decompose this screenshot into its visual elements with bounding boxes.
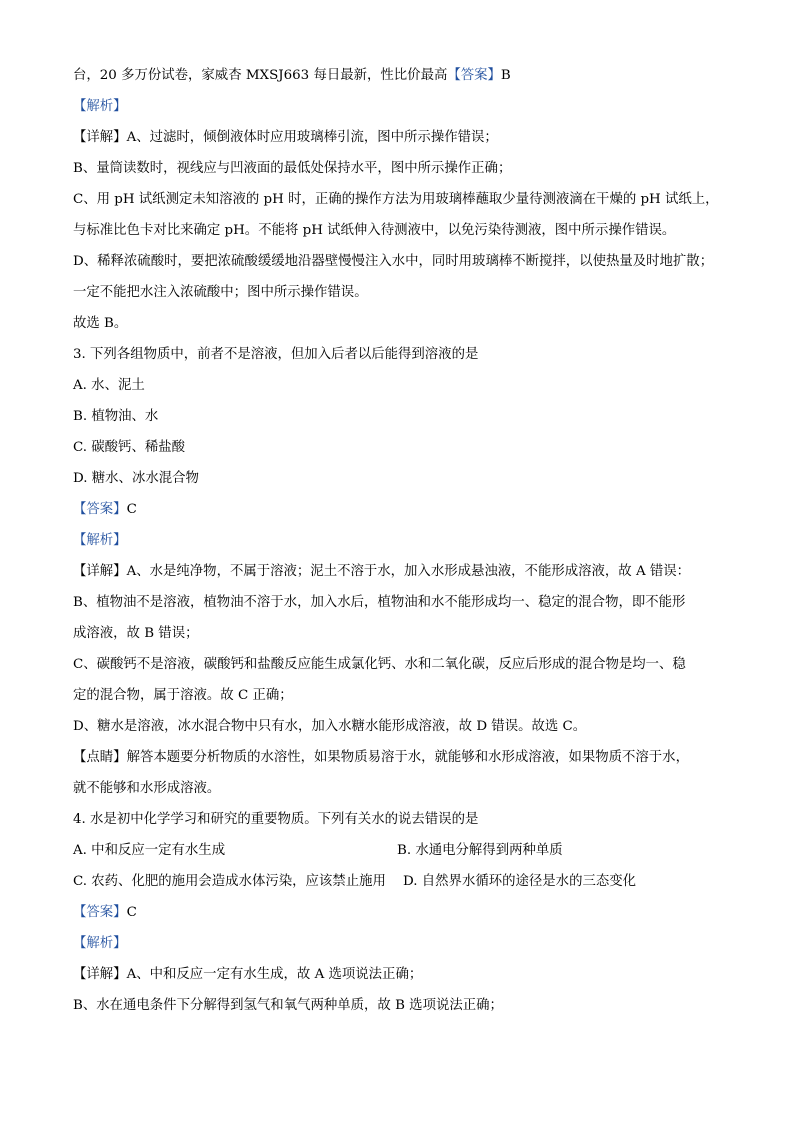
explanation-line: 一定不能把水注入浓硫酸中；图中所示操作错误。 — [73, 285, 368, 300]
explanation-line: 定的混合物，属于溶液。故 C 正确； — [73, 688, 293, 703]
question-4-option-a: A. 中和反应一定有水生成 — [73, 843, 226, 858]
explanation-line: 成溶液，故 B 错误； — [73, 626, 199, 641]
question-4-option-c: C. 农药、化肥的施用会造成水体污染，应该禁止施用 — [73, 874, 386, 889]
question-4-option-b: B. 水通电分解得到两种单质 — [397, 843, 563, 858]
header-line — [73, 67, 511, 85]
header-text: 台，20 多万份试卷，家威杏 MXSJ663 每日最新，性比价最高 — [73, 68, 448, 83]
analysis-heading — [73, 532, 127, 550]
answer-line — [73, 904, 137, 922]
explanation-line — [73, 966, 422, 984]
analysis-tag: 【解析】 — [73, 99, 127, 114]
detail-tag: 【详解】 — [73, 130, 127, 145]
detail-tag: 【详解】 — [73, 967, 127, 982]
explanation-line: D、稀释浓硫酸时，要把浓硫酸缓缓地沿器壁慢慢注入水中，同时用玻璃棒不断搅拌，以使热量及时地扩散； — [73, 254, 714, 269]
answer-tag: 【答案】 — [73, 502, 127, 517]
answer-tag: 【答案】 — [73, 905, 127, 920]
explanation-line: B、量筒读数时，视线应与凹液面的最低处保持水平，图中所示操作正确； — [73, 161, 512, 176]
question-4-option-d: D. 自然界水循环的途径是水的三态变化 — [403, 874, 637, 889]
analysis-tag: 【解析】 — [73, 533, 127, 548]
tip-line: 就不能够和水形成溶液。 — [73, 781, 221, 796]
detail-tag: 【详解】 — [73, 564, 127, 579]
analysis-tag: 【解析】 — [73, 936, 127, 951]
explanation-text: A、过滤时，倾倒液体时应用玻璃棒引流，图中所示操作错误； — [126, 130, 498, 145]
analysis-heading — [73, 98, 127, 116]
answer-value: C — [126, 905, 137, 920]
question-3-stem: 3. 下列各组物质中，前者不是溶液，但加入后者以后能得到溶液的是 — [73, 347, 479, 362]
question-3-option-b: B. 植物油、水 — [73, 409, 159, 424]
question-4-stem: 4. 水是初中化学学习和研究的重要物质。下列有关水的说去错误的是 — [73, 812, 479, 827]
answer-line — [73, 501, 137, 519]
explanation-line — [73, 563, 690, 581]
question-3-option-a: A. 水、泥土 — [73, 378, 145, 393]
answer-value: B — [500, 68, 511, 83]
explanation-line: C、碳酸钙不是溶液，碳酸钙和盐酸反应能生成氯化钙、水和二氧化碳，反应后形成的混合物是均一、稳 — [73, 657, 686, 672]
question-3-option-c: C. 碳酸钙、稀盐酸 — [73, 440, 186, 455]
answer-tag: 【答案】 — [447, 68, 501, 83]
tip-line — [73, 749, 689, 767]
tip-tag: 【点睛】 — [73, 750, 127, 765]
analysis-heading — [73, 935, 127, 953]
explanation-line: B、植物油不是溶液，植物油不溶于水，加入水后，植物油和水不能形成均一、稳定的混合物，即不能形 — [73, 595, 686, 610]
explanation-line: D、糖水是溶液，冰水混合物中只有水，加入水糖水能形成溶液，故 D 错误。故选 C。 — [73, 719, 587, 734]
answer-value: C — [126, 502, 137, 517]
tip-text: 解答本题要分析物质的水溶性，如果物质易溶于水，就能够和水形成溶液，如果物质不溶于水， — [126, 750, 689, 765]
explanation-text: A、水是纯净物，不属于溶液；泥土不溶于水，加入水形成悬浊液，不能形成溶液，故 A 错误： — [126, 564, 691, 579]
explanation-text: A、中和反应一定有水生成，故 A 选项说法正确； — [126, 967, 423, 982]
explanation-line: C、用 pH 试纸测定未知溶液的 pH 时，正确的操作方法为用玻璃棒蘸取少量待测液滴在干燥的 pH 试纸上， — [73, 192, 719, 207]
explanation-line: 与标准比色卡对比来确定 pH。不能将 pH 试纸伸入待测液中，以免污染待测液，图中所示操作错误。 — [73, 223, 676, 238]
explanation-line — [73, 129, 498, 147]
explanation-line: B、水在通电条件下分解得到氢气和氧气两种单质，故 B 选项说法正确； — [73, 998, 503, 1013]
conclusion-line: 故选 B。 — [73, 316, 128, 331]
question-3-option-d: D. 糖水、冰水混合物 — [73, 471, 199, 486]
